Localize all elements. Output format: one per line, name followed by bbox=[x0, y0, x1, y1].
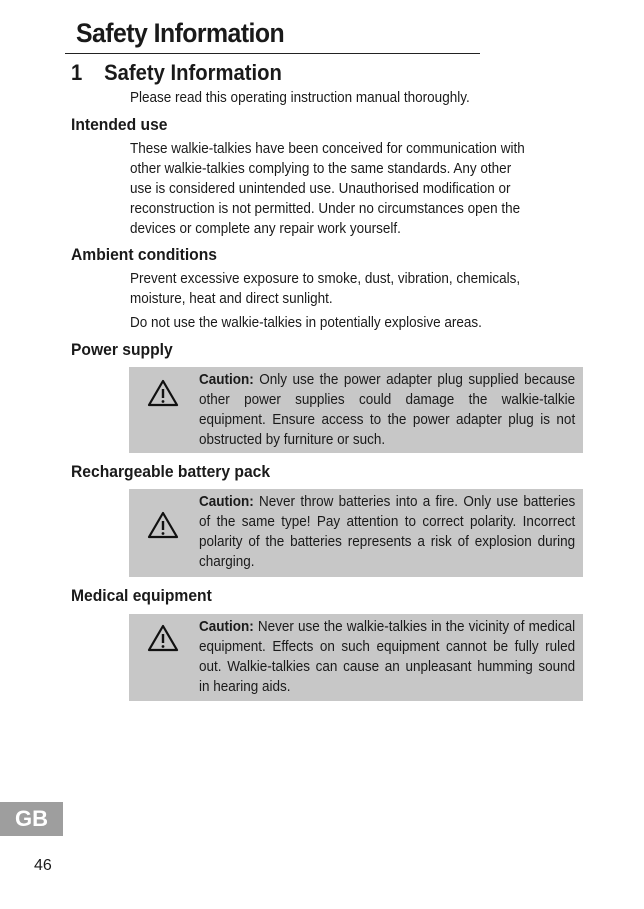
caution-label: Caution: bbox=[199, 618, 254, 635]
language-tab: GB bbox=[0, 802, 63, 836]
caution-body: Never throw batteries into a fire. Only use batteries of the same type! Pay attention to correct polarity. Incorrect polarity of the batteries represents a risk of explosion during charging. bbox=[199, 493, 576, 570]
intended-use-heading: Intended use bbox=[71, 115, 168, 134]
medical-caution-text bbox=[199, 617, 575, 697]
battery-caution-text bbox=[199, 492, 575, 572]
intended-use-line: devices or complete any repair work yourself. bbox=[130, 220, 401, 237]
power-supply-caution-text bbox=[199, 370, 575, 450]
warning-triangle-icon bbox=[147, 624, 179, 652]
power-supply-heading: Power supply bbox=[71, 340, 173, 359]
ambient-line: Prevent excessive exposure to smoke, dust, vibration, chemicals, bbox=[130, 270, 521, 287]
intended-use-line: other walkie-talkies complying to the same standards. Any other bbox=[130, 160, 512, 177]
battery-pack-heading: Rechargeable battery pack bbox=[71, 462, 271, 481]
intended-use-line: reconstruction is not permitted. Under no circumstances open the bbox=[130, 200, 521, 217]
header-divider bbox=[65, 53, 480, 54]
medical-caution-box bbox=[129, 614, 583, 701]
caution-label: Caution: bbox=[199, 493, 254, 510]
caution-body: Only use the power adapter plug supplied because other power supplies could damage the walkie-talkie equipment. Ensure access to the power adapter plug is not obstructed by furniture or such. bbox=[199, 371, 576, 448]
section-heading bbox=[71, 60, 282, 86]
intended-use-line: use is considered unintended use. Unauthorised modification or bbox=[130, 180, 511, 197]
intro-text: Please read this operating instruction manual thoroughly. bbox=[130, 89, 470, 106]
section-title: Safety Information bbox=[104, 60, 282, 85]
intended-use-text bbox=[130, 139, 580, 239]
explosive-areas-note: Do not use the walkie-talkies in potentially explosive areas. bbox=[130, 314, 482, 331]
section-number: 1 bbox=[71, 60, 83, 85]
ambient-conditions-text bbox=[130, 269, 580, 309]
warning-triangle-icon bbox=[147, 511, 179, 539]
intended-use-line: These walkie-talkies have been conceived for communication with bbox=[130, 140, 525, 157]
page-number: 46 bbox=[34, 857, 52, 874]
medical-equipment-heading: Medical equipment bbox=[71, 586, 212, 605]
ambient-line: moisture, heat and direct sunlight. bbox=[130, 290, 333, 307]
caution-label: Caution: bbox=[199, 371, 254, 388]
warning-triangle-icon bbox=[147, 379, 179, 407]
caution-body: Never use the walkie-talkies in the vicinity of medical equipment. Effects on such equipment cannot be fully ruled out. Walkie-talkies can cause an unpleasant humming sound in hearing aids. bbox=[199, 618, 576, 695]
ambient-conditions-heading: Ambient conditions bbox=[71, 245, 217, 264]
power-supply-caution-box bbox=[129, 367, 583, 453]
page-header-title: Safety Information bbox=[76, 18, 285, 48]
battery-caution-box bbox=[129, 489, 583, 577]
